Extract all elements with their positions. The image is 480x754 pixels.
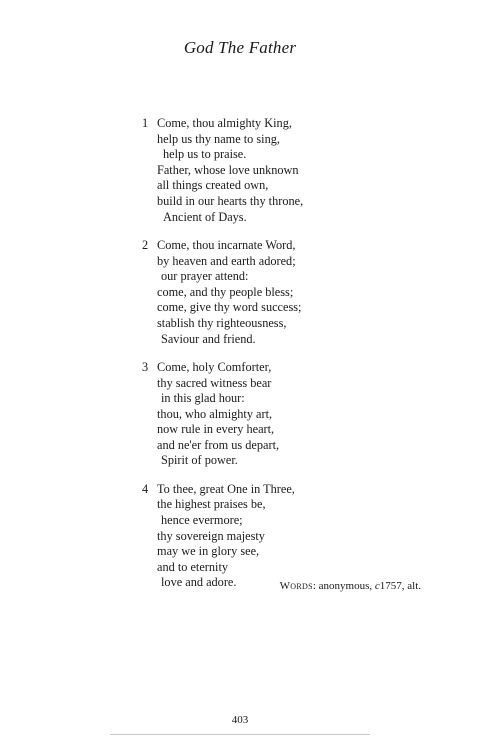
verse-line: thou, who almighty art, [157, 406, 273, 421]
credit-label: Words [279, 580, 313, 592]
credit-text-after: 1757, alt. [379, 580, 421, 592]
verse-lines [157, 482, 402, 591]
credit-circa: c [374, 580, 380, 592]
verse-line: and ne'er from us depart, [157, 437, 280, 452]
verse-line: come, give thy word success; [157, 300, 302, 315]
verse-number: 2 [142, 237, 149, 252]
verse-line: all things created own, [157, 178, 269, 193]
verse [142, 360, 402, 469]
verse-line: Father, whose love unknown [157, 162, 299, 177]
verse-line: Ancient of Days. [163, 209, 247, 224]
verse-line: hence evermore; [161, 513, 243, 528]
verse-line: now rule in every heart, [157, 422, 275, 437]
verse-line: Come, thou almighty King, [157, 116, 292, 130]
verse-line: Spirit of power. [161, 453, 238, 468]
page-number: 403 [231, 714, 249, 726]
verse-number: 1 [142, 116, 149, 130]
verse-line: may we in glory see, [157, 544, 260, 559]
verse-lines [157, 360, 402, 469]
verse-line: To thee, great One in Three, [157, 481, 295, 496]
verse-number: 3 [142, 359, 149, 374]
verse-lines [157, 116, 402, 225]
verse-line: Come, thou incarnate Word, [157, 237, 296, 252]
verse-line: thy sacred witness bear [157, 375, 272, 390]
verse-line: help us thy name to sing, [157, 131, 280, 146]
verse-line: Saviour and friend. [161, 331, 256, 346]
verse-line: love and adore. [161, 575, 237, 590]
verse [142, 482, 402, 591]
verse-line: and to eternity [157, 559, 229, 574]
footer-rule [110, 734, 370, 735]
hymn-section-title: God The Father [183, 38, 297, 57]
verse-line: in this glad hour: [161, 391, 245, 406]
verse-line: the highest praises be, [157, 497, 266, 512]
verse-line: stablish thy righteousness, [157, 315, 287, 330]
verse-line: by heaven and earth adored; [157, 253, 296, 268]
verse [142, 238, 402, 347]
words-credit [280, 580, 421, 592]
verse-lines [157, 238, 402, 347]
verse-line: help us to praise. [163, 147, 247, 162]
verse-line: build in our hearts thy throne, [157, 193, 304, 208]
verse-line: our prayer attend: [161, 269, 249, 284]
credit-text-before: : anonymous, [312, 580, 375, 592]
verse-line: come, and thy people bless; [157, 284, 294, 299]
verse-line: Come, holy Comforter, [157, 359, 272, 374]
verse-line: thy sovereign majesty [157, 528, 265, 543]
hymn-verses [142, 116, 402, 604]
verse-number: 4 [142, 481, 149, 496]
verse [142, 116, 402, 225]
